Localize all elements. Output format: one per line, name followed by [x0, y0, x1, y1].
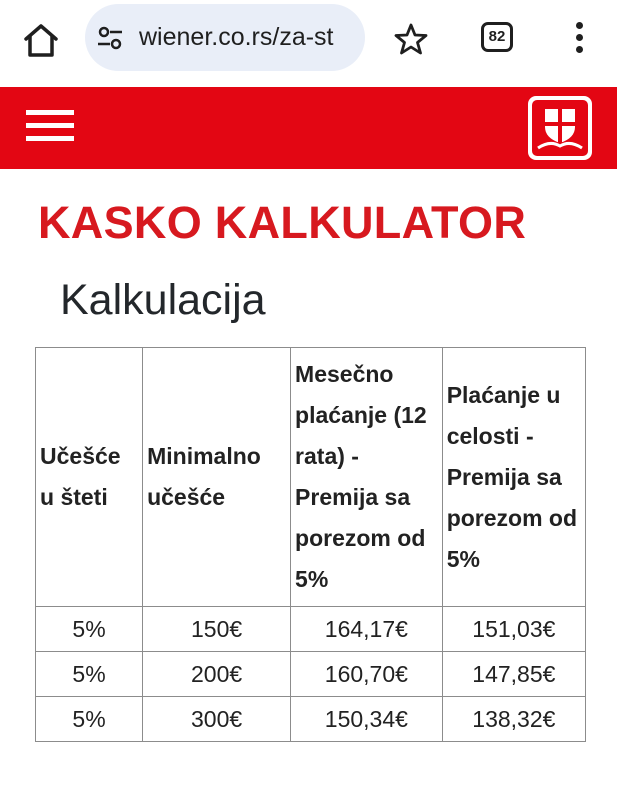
column-header: Učešće u šteti	[36, 348, 143, 607]
table-header-row	[36, 348, 586, 607]
column-header: Minimalno učešće	[143, 348, 291, 607]
table-cell: 5%	[36, 697, 143, 742]
site-header	[0, 87, 617, 169]
page-title: KASKO KALKULATOR	[38, 197, 527, 248]
address-bar[interactable]	[85, 4, 365, 71]
table-cell: 138,32€	[442, 697, 585, 742]
more-vert-icon[interactable]	[572, 22, 586, 56]
table-cell: 164,17€	[291, 607, 443, 652]
calculation-table	[35, 347, 586, 742]
wiener-logo[interactable]	[528, 96, 592, 160]
table-cell: 150€	[143, 607, 291, 652]
table-cell: 147,85€	[442, 652, 585, 697]
tune-icon[interactable]	[97, 25, 123, 51]
table-cell: 160,70€	[291, 652, 443, 697]
browser-toolbar	[0, 0, 617, 86]
table-cell: 200€	[143, 652, 291, 697]
column-header: Plaćanje u celosti - Premija sa porezom od 5%	[442, 348, 585, 607]
table-cell: 151,03€	[442, 607, 585, 652]
home-icon[interactable]	[22, 22, 60, 58]
table-row	[36, 652, 586, 697]
table-cell: 150,34€	[291, 697, 443, 742]
url-text[interactable]: wiener.co.rs/za-st	[139, 23, 334, 51]
tab-switcher-icon[interactable]: 82	[481, 22, 513, 52]
star-icon[interactable]	[394, 22, 428, 56]
table-cell: 5%	[36, 652, 143, 697]
table-cell: 5%	[36, 607, 143, 652]
section-heading: Kalkulacija	[60, 276, 266, 324]
table-row	[36, 607, 586, 652]
column-header: Mesečno plaćanje (12 rata) - Premija sa porezom od 5%	[291, 348, 443, 607]
table-cell: 300€	[143, 697, 291, 742]
table-row	[36, 697, 586, 742]
hamburger-menu-icon[interactable]	[26, 110, 74, 146]
